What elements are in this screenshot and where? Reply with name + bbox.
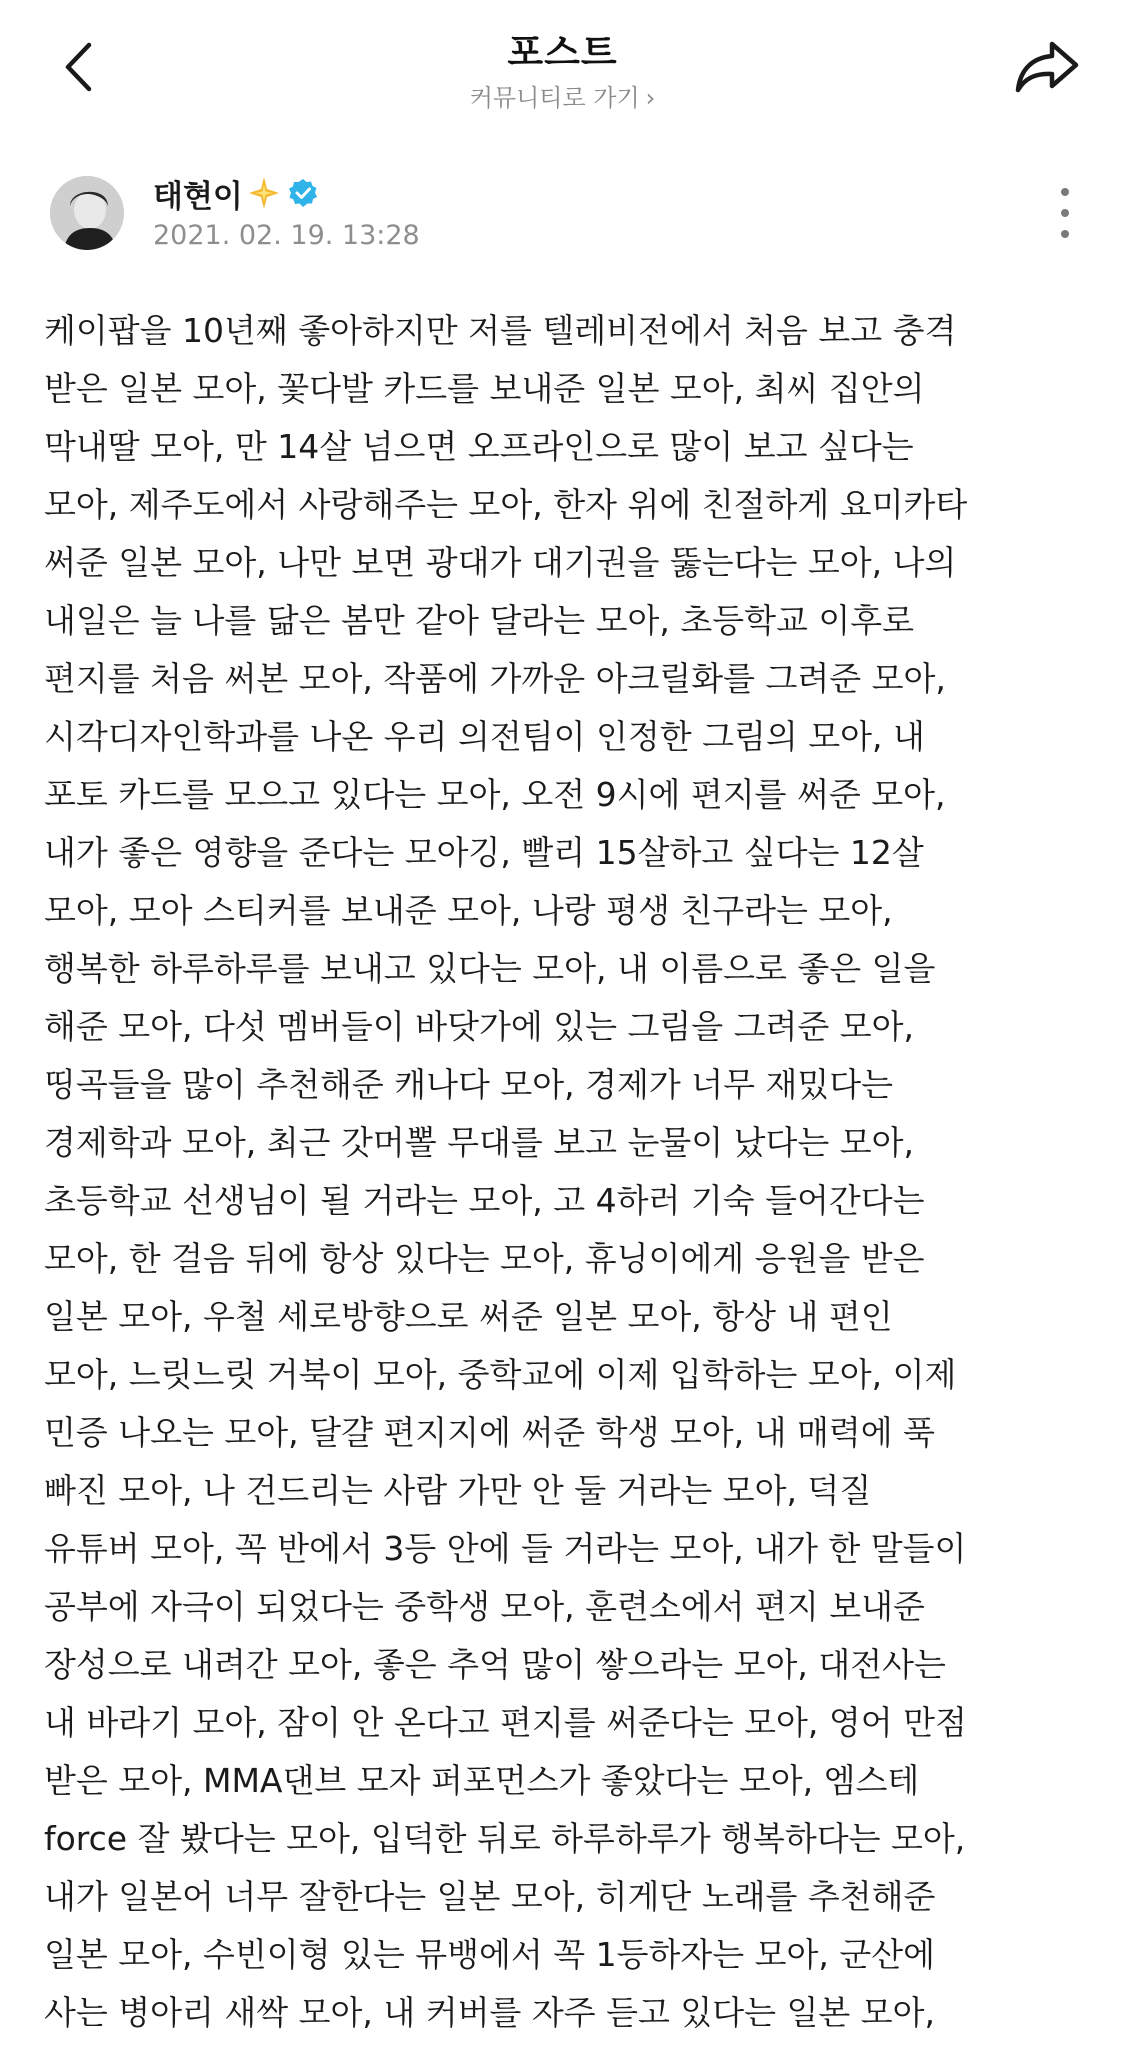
post-text-line: 민증 나오는 모아, 달걀 편지지에 써준 학생 모아, 내 매력에 푹 (44, 1413, 935, 1452)
post-text-line: 케이팝을 10년째 좋아하지만 저를 텔레비전에서 처음 보고 충격 (44, 311, 957, 350)
post-text-line: 사는 병아리 새싹 모아, 내 커버를 자주 듣고 있다는 일본 모아, (44, 1993, 935, 2032)
post-text-line: 받은 일본 모아, 꽃다발 카드를 보내준 일본 모아, 최씨 집안의 (44, 369, 925, 408)
post-text-line: 받은 모아, MMA댄브 모자 퍼포먼스가 좋았다는 모아, 엠스테 (44, 1761, 920, 1800)
post-text-line: 내가 좋은 영향을 준다는 모아깅, 빨리 15살하고 싶다는 12살 (44, 833, 924, 872)
post-text-line: 모아, 모아 스티커를 보내준 모아, 나랑 평생 친구라는 모아, (44, 891, 893, 930)
more-dot (1061, 209, 1069, 217)
post-text-line: 빠진 모아, 나 건드리는 사람 가만 안 둘 거라는 모아, 덕질 (44, 1471, 872, 1510)
post-author (50, 172, 1080, 262)
chevron-right-icon: › (645, 84, 656, 112)
post-text-line: 포토 카드를 모으고 있다는 모아, 오전 9시에 편지를 써준 모아, (44, 775, 946, 814)
post-text-line: 모아, 한 걸음 뒤에 항상 있다는 모아, 휴닝이에게 응원을 받은 (44, 1239, 925, 1278)
avatar[interactable] (50, 176, 124, 250)
share-arrow-icon (1014, 38, 1080, 94)
community-link-label: 커뮤니티로 가기 (469, 84, 640, 112)
post-text-line: force 잘 봤다는 모아, 입덕한 뒤로 하루하루가 행복하다는 모아, (44, 1819, 966, 1858)
post-text-line: 장성으로 내려간 모아, 좋은 추억 많이 쌓으라는 모아, 대전사는 (44, 1645, 946, 1684)
post-text-line: 유튜버 모아, 꼭 반에서 3등 안에 들 거라는 모아, 내가 한 말들이 (44, 1529, 967, 1568)
community-link[interactable] (0, 78, 1125, 113)
post-text-line: 모아, 제주도에서 사랑해주는 모아, 한자 위에 친절하게 요미카타 (44, 485, 968, 524)
page-title: 포스트 (507, 31, 618, 74)
post-body (44, 302, 1084, 2042)
post-text-line: 초등학교 선생님이 될 거라는 모아, 고 4하러 기숙 들어간다는 (44, 1181, 925, 1220)
post-text-line: 써준 일본 모아, 나만 보면 광대가 대기권을 뚫는다는 모아, 나의 (44, 543, 957, 582)
post-text-line: 내가 일본어 너무 잘한다는 일본 모아, 히게단 노래를 추천해준 (44, 1877, 936, 1916)
post-text-line: 내 바라기 모아, 잠이 안 온다고 편지를 써준다는 모아, 영어 만점 (44, 1703, 967, 1742)
post-text-line: 행복한 하루하루를 보내고 있다는 모아, 내 이름으로 좋은 일을 (44, 949, 936, 988)
more-dot (1061, 188, 1069, 196)
post-text-line: 모아, 느릿느릿 거북이 모아, 중학교에 이제 입학하는 모아, 이제 (44, 1355, 957, 1394)
verified-badge-icon (287, 177, 319, 209)
more-dot (1061, 230, 1069, 238)
post-text-line: 경제학과 모아, 최근 갓머뽈 무대를 보고 눈물이 났다는 모아, (44, 1123, 914, 1162)
post-text-line: 일본 모아, 수빈이형 있는 뮤뱅에서 꼭 1등하자는 모아, 군산에 (44, 1935, 935, 1974)
post-text-line: 시각디자인학과를 나온 우리 의전팀이 인정한 그림의 모아, 내 (44, 717, 925, 756)
post-date: 2021. 02. 19. 13:28 (153, 220, 420, 251)
author-name-row (153, 172, 319, 214)
post-text-line: 일본 모아, 우철 세로방향으로 써준 일본 모아, 항상 내 편인 (44, 1297, 893, 1336)
post-text-line: 편지를 처음 써본 모아, 작품에 가까운 아크릴화를 그려준 모아, (44, 659, 946, 698)
more-options-button[interactable] (1050, 188, 1080, 238)
post-text-line: 해준 모아, 다섯 멤버들이 바닷가에 있는 그림을 그려준 모아, (44, 1007, 914, 1046)
post-text-line: 막내딸 모아, 만 14살 넘으면 오프라인으로 많이 보고 싶다는 (44, 427, 914, 466)
post-text-line: 띵곡들을 많이 추천해준 캐나다 모아, 경제가 너무 재밌다는 (44, 1065, 893, 1104)
post-text-line: 공부에 자극이 되었다는 중학생 모아, 훈련소에서 편지 보내준 (44, 1587, 925, 1626)
avatar-image (50, 176, 124, 250)
author-name[interactable]: 태현이 (153, 178, 243, 215)
top-bar (0, 0, 1125, 130)
share-button[interactable] (1007, 28, 1087, 104)
sparkle-star-icon (245, 174, 283, 212)
post-text-line: 내일은 늘 나를 닮은 봄만 같아 달라는 모아, 초등학교 이후로 (44, 601, 914, 640)
